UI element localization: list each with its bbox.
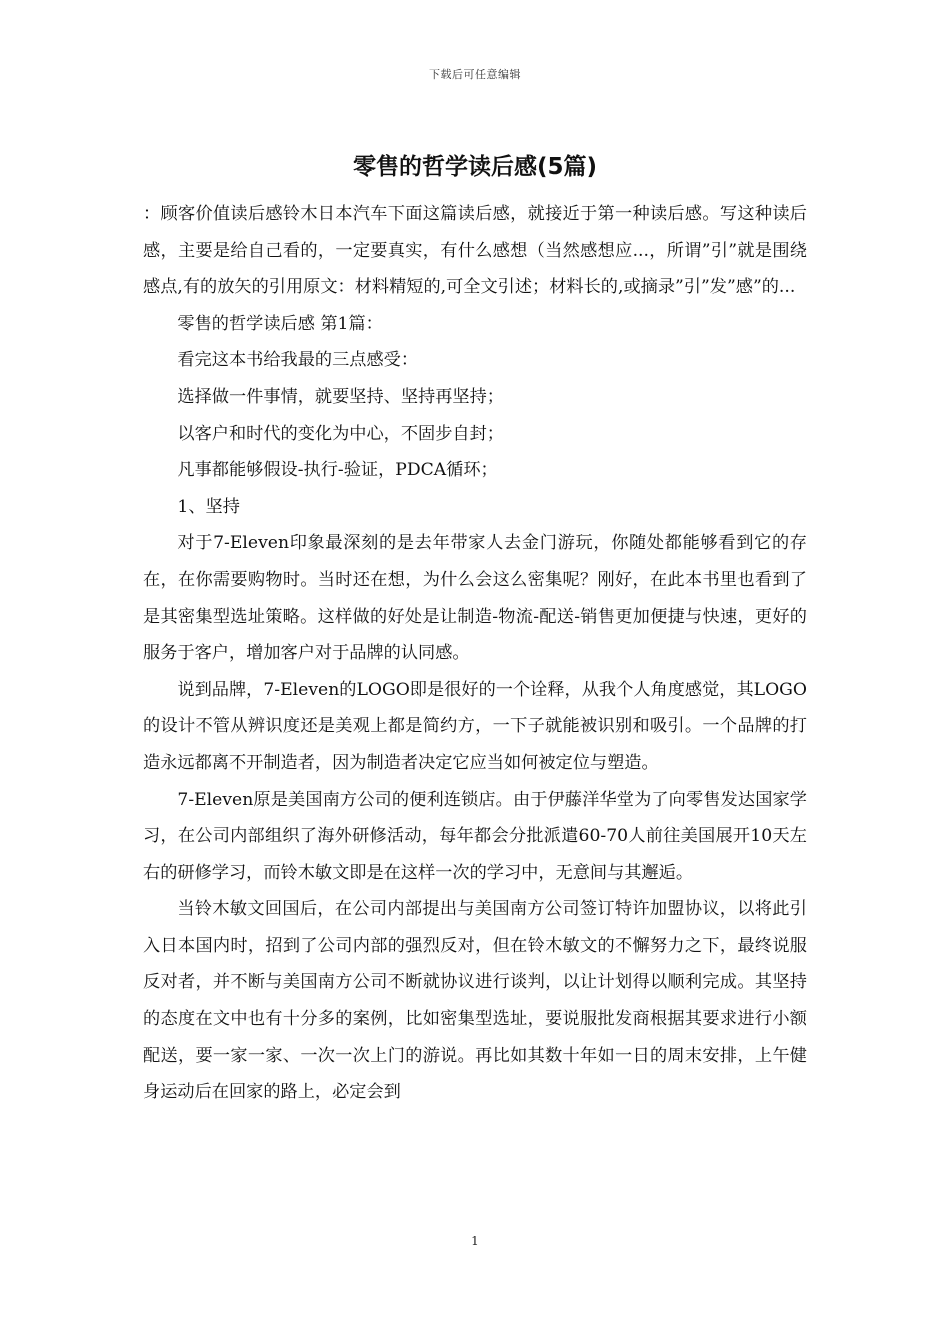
body-paragraph: 当铃木敏文回国后，在公司内部提出与美国南方公司签订特许加盟协议，以将此引入日本国内时，招到了公司内部的强烈反对，但在铃木敏文的不懈努力之下，最终说服反对者，并不断与美国南方公司不断就协议进行谈判，以让计划得以顺利完成。其坚持的态度在文中也有十分多的案例，比如密集型选址，要说服批发商根据其要求进行小额配送，要一家一家、一次一次上门的游说。再比如其数十年如一日的周末安排，上午健身运动后在回家的路上，必定会到 (143, 899, 807, 1103)
body-paragraph: 看完这本书给我最的三点感受： (177, 350, 419, 371)
body-paragraph: 7-Eleven原是美国南方公司的便利连锁店。由于伊藤洋华堂为了向零售发达国家学习，在公司内部组织了海外研修活动，每年都会分批派遣60-70人前往美国展开10天左右的研修学习，而铃木敏文即是在这样一次的学习中，无意间与其邂逅。 (143, 789, 807, 883)
header-note: 下载后可任意编辑 (429, 68, 521, 81)
document-title: 零售的哲学读后感(5篇) (352, 154, 598, 180)
body-paragraph: 对于7-Eleven印象最深刻的是去年带家人去金门游玩，你随处都能够看到它的存在，在你需要购物时。当时还在想，为什么会这么密集呢？刚好，在此本书里也看到了是其密集型选址策略。这样做的好处是让制造-物流-配送-销售更加便捷与快速，更好的服务于客户，增加客户对于品牌的认同感。 (143, 533, 807, 664)
list-item: 以客户和时代的变化为中心，不固步自封； (177, 423, 504, 444)
list-item: 选择做一件事情，就要坚持、坚持再坚持； (177, 386, 504, 407)
intro-paragraph: ：顾客价值读后感铃木日本汽车下面这篇读后感，就接近于第一种读后感。写这种读后感，主要是给自己看的，一定要真实，有什么感想（当然感想应...，所谓”引”就是围绕感点,有的放矢的引用原文：材料精短的,可全文引述；材料长的,或摘录”引”发”感”的... (143, 204, 807, 298)
page-number: 1 (471, 1234, 479, 1248)
list-item: 凡事都能够假设-执行-验证，PDCA循环； (177, 460, 498, 481)
document-body (143, 196, 807, 1111)
subsection-heading: 1、坚持 (177, 496, 240, 517)
section-heading: 零售的哲学读后感 第1篇： (177, 313, 383, 334)
body-paragraph: 说到品牌，7-Eleven的LOGO即是很好的一个诠释，从我个人角度感觉，其LOGO的设计不管从辨识度还是美观上都是简约方，一下子就能被识别和吸引。一个品牌的打造永远都离不开制造者，因为制造者决定它应当如何被定位与塑造。 (143, 679, 807, 773)
